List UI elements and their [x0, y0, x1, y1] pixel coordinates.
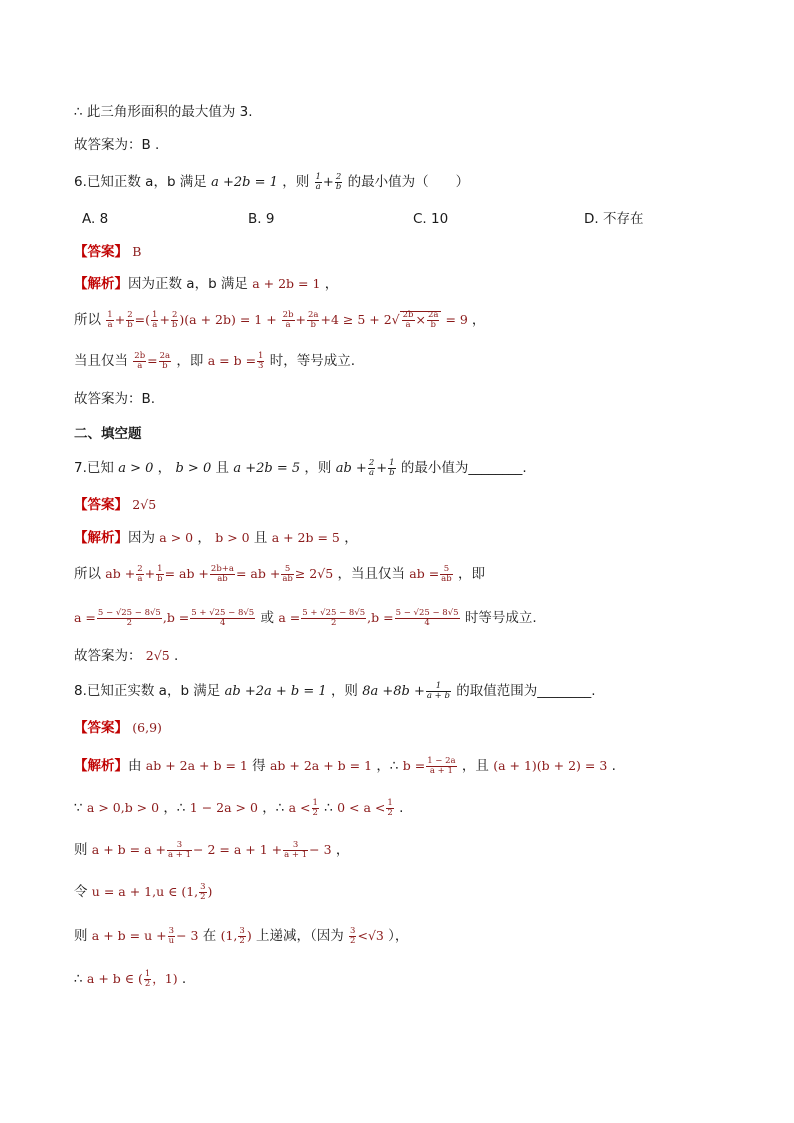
math-text: 5	[281, 565, 294, 575]
math-text: 1	[389, 457, 395, 468]
line-area-max: ∴ 此三角形面积的最大值为 3.	[74, 104, 253, 120]
math-text: 2	[200, 892, 206, 902]
math-text: $\frac{2b}{a}$ × $\frac{2a}{b}$	[400, 311, 442, 327]
math-fraction	[426, 682, 451, 701]
math-text: b > 0	[175, 461, 212, 476]
math-text: 2b	[134, 351, 146, 361]
math-fraction	[440, 565, 453, 584]
math-text: b > 0	[215, 530, 250, 545]
math-text: 5 + √25 − 8√5	[302, 608, 366, 618]
math-text: $\frac{3}{2}$ <√3	[350, 926, 384, 946]
frac-2-b	[335, 173, 342, 192]
math-text: 1 − 2a	[427, 756, 456, 766]
math-text: a > 0	[159, 530, 194, 545]
answer-8	[74, 718, 162, 738]
math-fraction	[151, 311, 158, 330]
math-text: a > 0,b > 0	[86, 800, 160, 815]
math-text: 【答案】	[74, 244, 128, 260]
math-text: 2	[239, 936, 245, 946]
math-text: +	[376, 461, 388, 476]
analysis-6-line2: 所以 $\frac{1}{a}$ + $\frac{2}{b}$ =( $\frac{1}{a}$ + $\frac{2}{b}$ )(a + 2b) = 1 + $\frac{2b}{a}$ + $\frac{2a}{b}$ +4 ≥ 5 + 2√ $\frac{2b}{a}$ × $\frac{2a}{b}$ = 9 ，	[74, 310, 486, 330]
math-text: 2	[126, 618, 133, 628]
math-text: 1	[107, 310, 113, 320]
math-fraction	[238, 927, 245, 946]
math-fraction	[301, 609, 366, 628]
option-a: A. 8	[82, 211, 109, 227]
line-answer-b2: 故答案为：B.	[74, 391, 156, 407]
math-text: (1, $\frac{3}{2}$ )	[220, 926, 252, 946]
math-text: 2	[137, 564, 143, 574]
math-fraction	[312, 799, 319, 818]
math-text: 2	[350, 936, 356, 946]
math-text: 4	[424, 618, 430, 628]
math-fraction	[283, 841, 308, 860]
math-text: 3	[200, 882, 206, 892]
math-fraction	[388, 459, 395, 478]
math-text: 2	[335, 171, 342, 182]
math-text: 2b+a	[210, 564, 234, 574]
math-text: 3	[168, 926, 175, 936]
math-text: 1	[387, 798, 393, 808]
math-fraction	[168, 927, 175, 946]
math-text: +	[322, 175, 334, 190]
analysis-8-line5: 则 a + b = u + $\frac{3}{u}$ − 3 在 (1, $\frac{3}{2}$ ) 上递减，（因为 $\frac{3}{2}$ <√3 ），	[74, 926, 409, 946]
math-text: 2b	[402, 310, 414, 320]
math-text: a	[152, 320, 158, 330]
math-text: a	[405, 320, 411, 330]
math-text: a + b = u + $\frac{3}{u}$ − 3	[91, 926, 199, 946]
math-text: a > 0	[118, 461, 154, 476]
math-text: ab +	[335, 461, 367, 476]
math-fraction	[167, 841, 192, 860]
math-fraction	[257, 352, 264, 371]
analysis-8-line4: 令 u = a + 1,u ∈ (1, $\frac{3}{2}$ )	[74, 882, 213, 902]
math-text: 8a +8b +	[362, 684, 425, 699]
line-answer-7: 故答案为： 2√5 .	[74, 648, 179, 664]
math-text: 2a	[308, 310, 319, 320]
math-text: 【解析】	[74, 276, 128, 292]
math-text: 【答案】	[74, 720, 128, 736]
math-fraction	[156, 565, 163, 584]
math-text: 2	[330, 618, 337, 628]
math-text: ab = $\frac{5}{ab}$	[409, 564, 452, 584]
math-fraction	[159, 352, 171, 371]
math-text: 2a	[159, 351, 171, 361]
math-fraction	[136, 565, 143, 584]
math-text: 5	[440, 565, 453, 575]
math-text: a	[137, 361, 143, 371]
math-text: 2√5	[132, 497, 157, 512]
math-text: a + 1	[429, 766, 453, 776]
math-text: 1	[426, 682, 451, 692]
analysis-7-line2: 所以 ab + $\frac{2}{a}$ + $\frac{1}{b}$ = ab + $\frac{2b+a}{ab}$ = ab + $\frac{5}{ab}$ ≥ 2√5 ，当且仅当 ab = $\frac{5}{ab}$ ，即	[74, 564, 485, 584]
analysis-8-line2: ∵ a > 0,b > 0 ，∴ 1 − 2a > 0 ，∴ a < $\frac{1}{2}$ ∴ 0 < a < $\frac{1}{2}$ .	[74, 798, 404, 818]
math-text: 0 < a < $\frac{1}{2}$	[337, 798, 393, 818]
math-text: 1	[157, 564, 163, 574]
math-text: b	[127, 320, 133, 330]
option-b: B. 9	[248, 211, 275, 227]
math-text: (6,9)	[132, 720, 162, 735]
math-text: a	[137, 574, 143, 584]
math-text: a = $\frac{5 + √25 - 8√5}{2}$ ,b = $\frac{5 - √25 - 8√5}{4}$	[278, 608, 459, 628]
question-8: 8.已知正实数 a，b 满足 ab +2a + b = 1 ，则 8a +8b + $\frac{1}{a + b}$ 的取值范围为________.	[74, 680, 596, 701]
math-text: 3	[167, 841, 192, 851]
math-text: 1	[152, 310, 158, 320]
math-text: a + 2b = 5	[271, 530, 340, 545]
math-fraction	[402, 311, 415, 330]
analysis-7-line1: 【解析】因为 a > 0 ， b > 0 且 a + 2b = 5 ，	[74, 530, 358, 546]
math-text: ab + $\frac{2}{a}$ + $\frac{1}{b}$ = ab + $\frac{2b+a}{ab}$ = ab + $\frac{5}{ab}$ ≥ 2√5	[105, 564, 334, 584]
math-fraction	[386, 799, 393, 818]
math-text: b	[335, 181, 342, 192]
math-text: ab + 2a + b = 1	[145, 758, 248, 773]
math-text: a + 1	[284, 850, 308, 860]
math-fraction	[106, 311, 113, 330]
line-answer-b: 故答案为：B .	[74, 137, 160, 153]
math-text: 3	[258, 361, 264, 371]
math-text: u	[168, 936, 175, 946]
math-text: 2	[387, 808, 393, 818]
math-text: 1	[315, 171, 321, 182]
math-text: 3	[350, 926, 356, 936]
math-text: 【解析】	[74, 758, 128, 774]
analysis-6-line3: 当且仅当 $\frac{2b}{a}$ = $\frac{2a}{b}$ ，即 a = b = $\frac{1}{3}$ 时，等号成立.	[74, 351, 356, 371]
math-text: 5 − √25 − 8√5	[97, 608, 161, 618]
math-text: b	[162, 361, 168, 371]
math-text: (a + 1)(b + 2) = 3	[493, 758, 608, 773]
answer-7	[74, 495, 156, 515]
math-text: 2	[368, 457, 375, 468]
math-fraction	[97, 609, 162, 628]
math-fraction	[395, 609, 460, 628]
math-text: b	[310, 320, 316, 330]
math-fraction	[126, 311, 133, 330]
math-text: $\frac{2b}{a}$ = $\frac{2a}{b}$	[134, 351, 171, 371]
option-d: D. 不存在	[584, 211, 644, 227]
math-text: b	[171, 320, 178, 330]
math-text: u = a + 1,u ∈ (1, $\frac{3}{2}$ )	[91, 882, 213, 902]
math-text: a = $\frac{5 - √25 - 8√5}{2}$ ,b = $\frac{5 + √25 - 8√5}{4}$	[74, 608, 255, 628]
math-text: 2	[127, 310, 133, 320]
analysis-7-line3: a = $\frac{5 - √25 - 8√5}{2}$ ,b = $\frac{5 + √25 - 8√5}{4}$ 或 a = $\frac{5 + √25 - 8√5}{2}$ ,b = $\frac{5 - √25 - 8√5}{4}$ 时等号成立.	[74, 608, 537, 628]
math-text: 2a	[427, 310, 439, 320]
math-text: 2	[312, 808, 318, 818]
math-fraction	[210, 565, 235, 584]
math-text: a	[107, 320, 113, 330]
math-text: a	[315, 181, 321, 192]
math-text: B	[132, 244, 142, 259]
math-text: 【答案】	[74, 497, 128, 513]
math-text: a +2b = 5	[233, 461, 301, 476]
math-text: ab	[217, 574, 228, 584]
math-fraction	[349, 927, 356, 946]
math-text: 3	[283, 841, 308, 851]
math-text: ab	[282, 574, 293, 584]
math-text: 3	[239, 926, 245, 936]
analysis-8-line6: ∴ a + b ∈ ( $\frac{1}{2}$ ，1) .	[74, 969, 187, 989]
math-text: b	[389, 467, 395, 478]
math-text: a	[285, 320, 291, 330]
math-text: a +2b = 1	[211, 175, 278, 190]
math-text: 【解析】	[74, 530, 128, 546]
option-c: C. 10	[413, 211, 449, 227]
math-text: 2√5	[145, 648, 170, 663]
math-fraction	[133, 352, 146, 371]
math-fraction	[199, 883, 206, 902]
question-7: 7.已知 a > 0 ， b > 0 且 a +2b = 5 ，则 ab + $\frac{2}{a}$ + $\frac{1}{b}$ 的最小值为________.	[74, 457, 527, 478]
math-fraction	[307, 311, 319, 330]
math-text: ab + 2a + b = 1	[269, 758, 373, 773]
math-fraction	[171, 311, 178, 330]
math-text: ab	[441, 574, 452, 584]
math-fraction	[282, 311, 295, 330]
math-text: a + b	[426, 690, 450, 701]
math-text: a	[368, 467, 375, 478]
math-text: 5 − √25 − 8√5	[395, 608, 459, 618]
math-text: a + b = a + $\frac{3}{a + 1}$ − 2 = a + 1 + $\frac{3}{a + 1}$ − 3	[91, 840, 332, 860]
math-text: 2b	[282, 310, 294, 320]
math-text: 2	[171, 310, 178, 320]
math-text: a < $\frac{1}{2}$	[288, 798, 318, 818]
math-text: $\frac{1}{a}$ + $\frac{2}{b}$ =( $\frac{1}{a}$ + $\frac{2}{b}$ )(a + 2b) = 1 + $\frac{2b}{a}$ + $\frac{2a}{b}$ +4 ≥ 5 + 2√ $\frac{2b}{a}$ × $\frac{2a}{b}$ = 9	[107, 310, 468, 330]
analysis-8-line3: 则 a + b = a + $\frac{3}{a + 1}$ − 2 = a + 1 + $\frac{3}{a + 1}$ − 3 ，	[74, 840, 350, 860]
section-fill-in: 二、填空题	[74, 426, 142, 442]
math-fraction	[427, 311, 439, 330]
math-text: 4	[220, 618, 226, 628]
math-fraction	[426, 757, 456, 776]
math-text: a + 2b = 1	[252, 276, 321, 291]
math-text: a + 1	[168, 850, 192, 860]
analysis-8-line1: 【解析】由 ab + 2a + b = 1 得 ab + 2a + b = 1 ，∴ b = $\frac{1 - 2a}{a + 1}$ ，且 (a + 1)(b + 2) = 3 .	[74, 756, 616, 776]
math-text: b = $\frac{1 - 2a}{a + 1}$	[402, 756, 456, 776]
math-text: b	[430, 320, 436, 330]
answer-6	[74, 242, 141, 262]
math-text: 1 − 2a > 0	[189, 800, 258, 815]
math-fraction	[368, 459, 375, 478]
math-fraction	[190, 609, 255, 628]
math-text: 2	[144, 979, 151, 989]
math-text: b	[157, 574, 163, 584]
math-text: a + b ∈ ( $\frac{1}{2}$ ，1)	[86, 969, 178, 989]
question-6: 6.已知正数 a，b 满足 a +2b = 1 ，则 $\frac{1}{a}$ + $\frac{2}{b}$ 的最小值为（ ）	[74, 171, 470, 192]
analysis-6-line1: 【解析】因为正数 a，b 满足 a + 2b = 1 ，	[74, 276, 339, 292]
math-text: 1	[258, 351, 264, 361]
math-text: ab +2a + b = 1	[224, 684, 327, 699]
math-text: 1	[144, 969, 151, 979]
frac-1-a	[315, 173, 322, 192]
math-text: a = b = $\frac{1}{3}$	[207, 351, 264, 371]
math-text: 1	[312, 798, 318, 808]
math-fraction	[281, 565, 294, 584]
math-fraction	[144, 970, 151, 989]
math-text: 5 + √25 − 8√5	[191, 608, 255, 618]
